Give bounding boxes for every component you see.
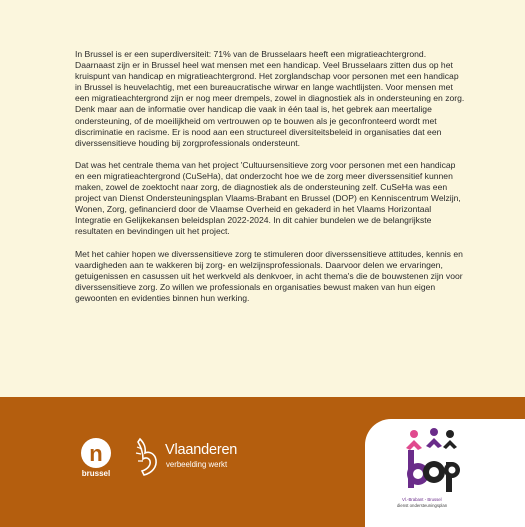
vlaanderen-tagline: verbeelding werkt [166, 460, 228, 469]
paragraph-project: Dat was het centrale thema van het project 'Cultuursensitieve zorg voor personen met een handicap en een migratieachtergrond (CuSeHa), dat onderzocht hoe we de zorg meer diverssensitief kunnen maken, zowel de zoektocht naar zorg, de diagnostiek als de ondersteuning zelf. CuSeHa was een project van Dienst Ondersteuningsplan Vlaams-Brabant en Brussel (DOP) en Kenniscentrum Welzijn, Wonen, Zorg, gefinancierd door de Vlaamse Overheid en gekaderd in het Vlaams Horizontaal Integratie en Gelijkekansen beleidsplan 2022-2024. In dit cahier bundelen we de belangrijkste resultaten en bevindingen uit het project. [75, 159, 461, 237]
brussel-label: brussel [81, 469, 111, 478]
brussel-logo-letter: n [89, 441, 103, 466]
dop-subtitle: dienst ondersteuningsplan [397, 503, 448, 508]
body-text [75, 49, 465, 315]
vlaanderen-name: Vlaanderen [165, 442, 238, 458]
dop-region: Vl.-Brabant - Brussel [402, 497, 442, 502]
paragraph-goal: Met het cahier hopen we diverssensitieve zorg te stimuleren door diverssensitieve attitudes, kennis en vaardigheden aan te wakkeren bij zorg- en welzijnsprofessionals. Daarvoor delen we ervaringen, getuigenissen en casussen uit het werkveld als denkvoer, in acht thema's die de bouwstenen zijn voor diverssensitieve zorg. Zo willen we professionals en organisaties bewust maken van hun eigen gewoonten en evidenties binnen hun werking. [75, 248, 463, 303]
vlaanderen-lion-icon [134, 437, 162, 479]
footer-band [0, 397, 525, 527]
paragraph-intro: In Brussel is er een superdiversiteit: 71% van de Brusselaars heeft een migratieachtergrond. Daarnaast zijn er in Brussel heel wat mensen met een handicap. Veel Brusselaars zitten dus op het kruispunt van handicap en migratieachtergrond. Het zorglandschap voor personen met een handicap in Brussel is heuvelachtig, met een bureaucratische wirwar en lange wachtlijsten. Voor mensen met een migratieachtergrond zijn er nog meer drempels, zowel in diagnostiek als in ondersteuning en zorg. Denk maar aan de informatie over handicap die vaak in één taal is, het gebrek aan meertalige ondersteuning, of de moeilijkheid om vertrouwen op te bouwen als je geconfronteerd wordt met discriminatie en racisme. Er is nood aan een structureel diversiteitsbeleid in organisaties dat een diverssensitieve houding bij zorgprofessionals ondersteunt. [75, 49, 465, 148]
dop-logo-card [365, 419, 525, 527]
dop-figures-icon [400, 426, 462, 494]
